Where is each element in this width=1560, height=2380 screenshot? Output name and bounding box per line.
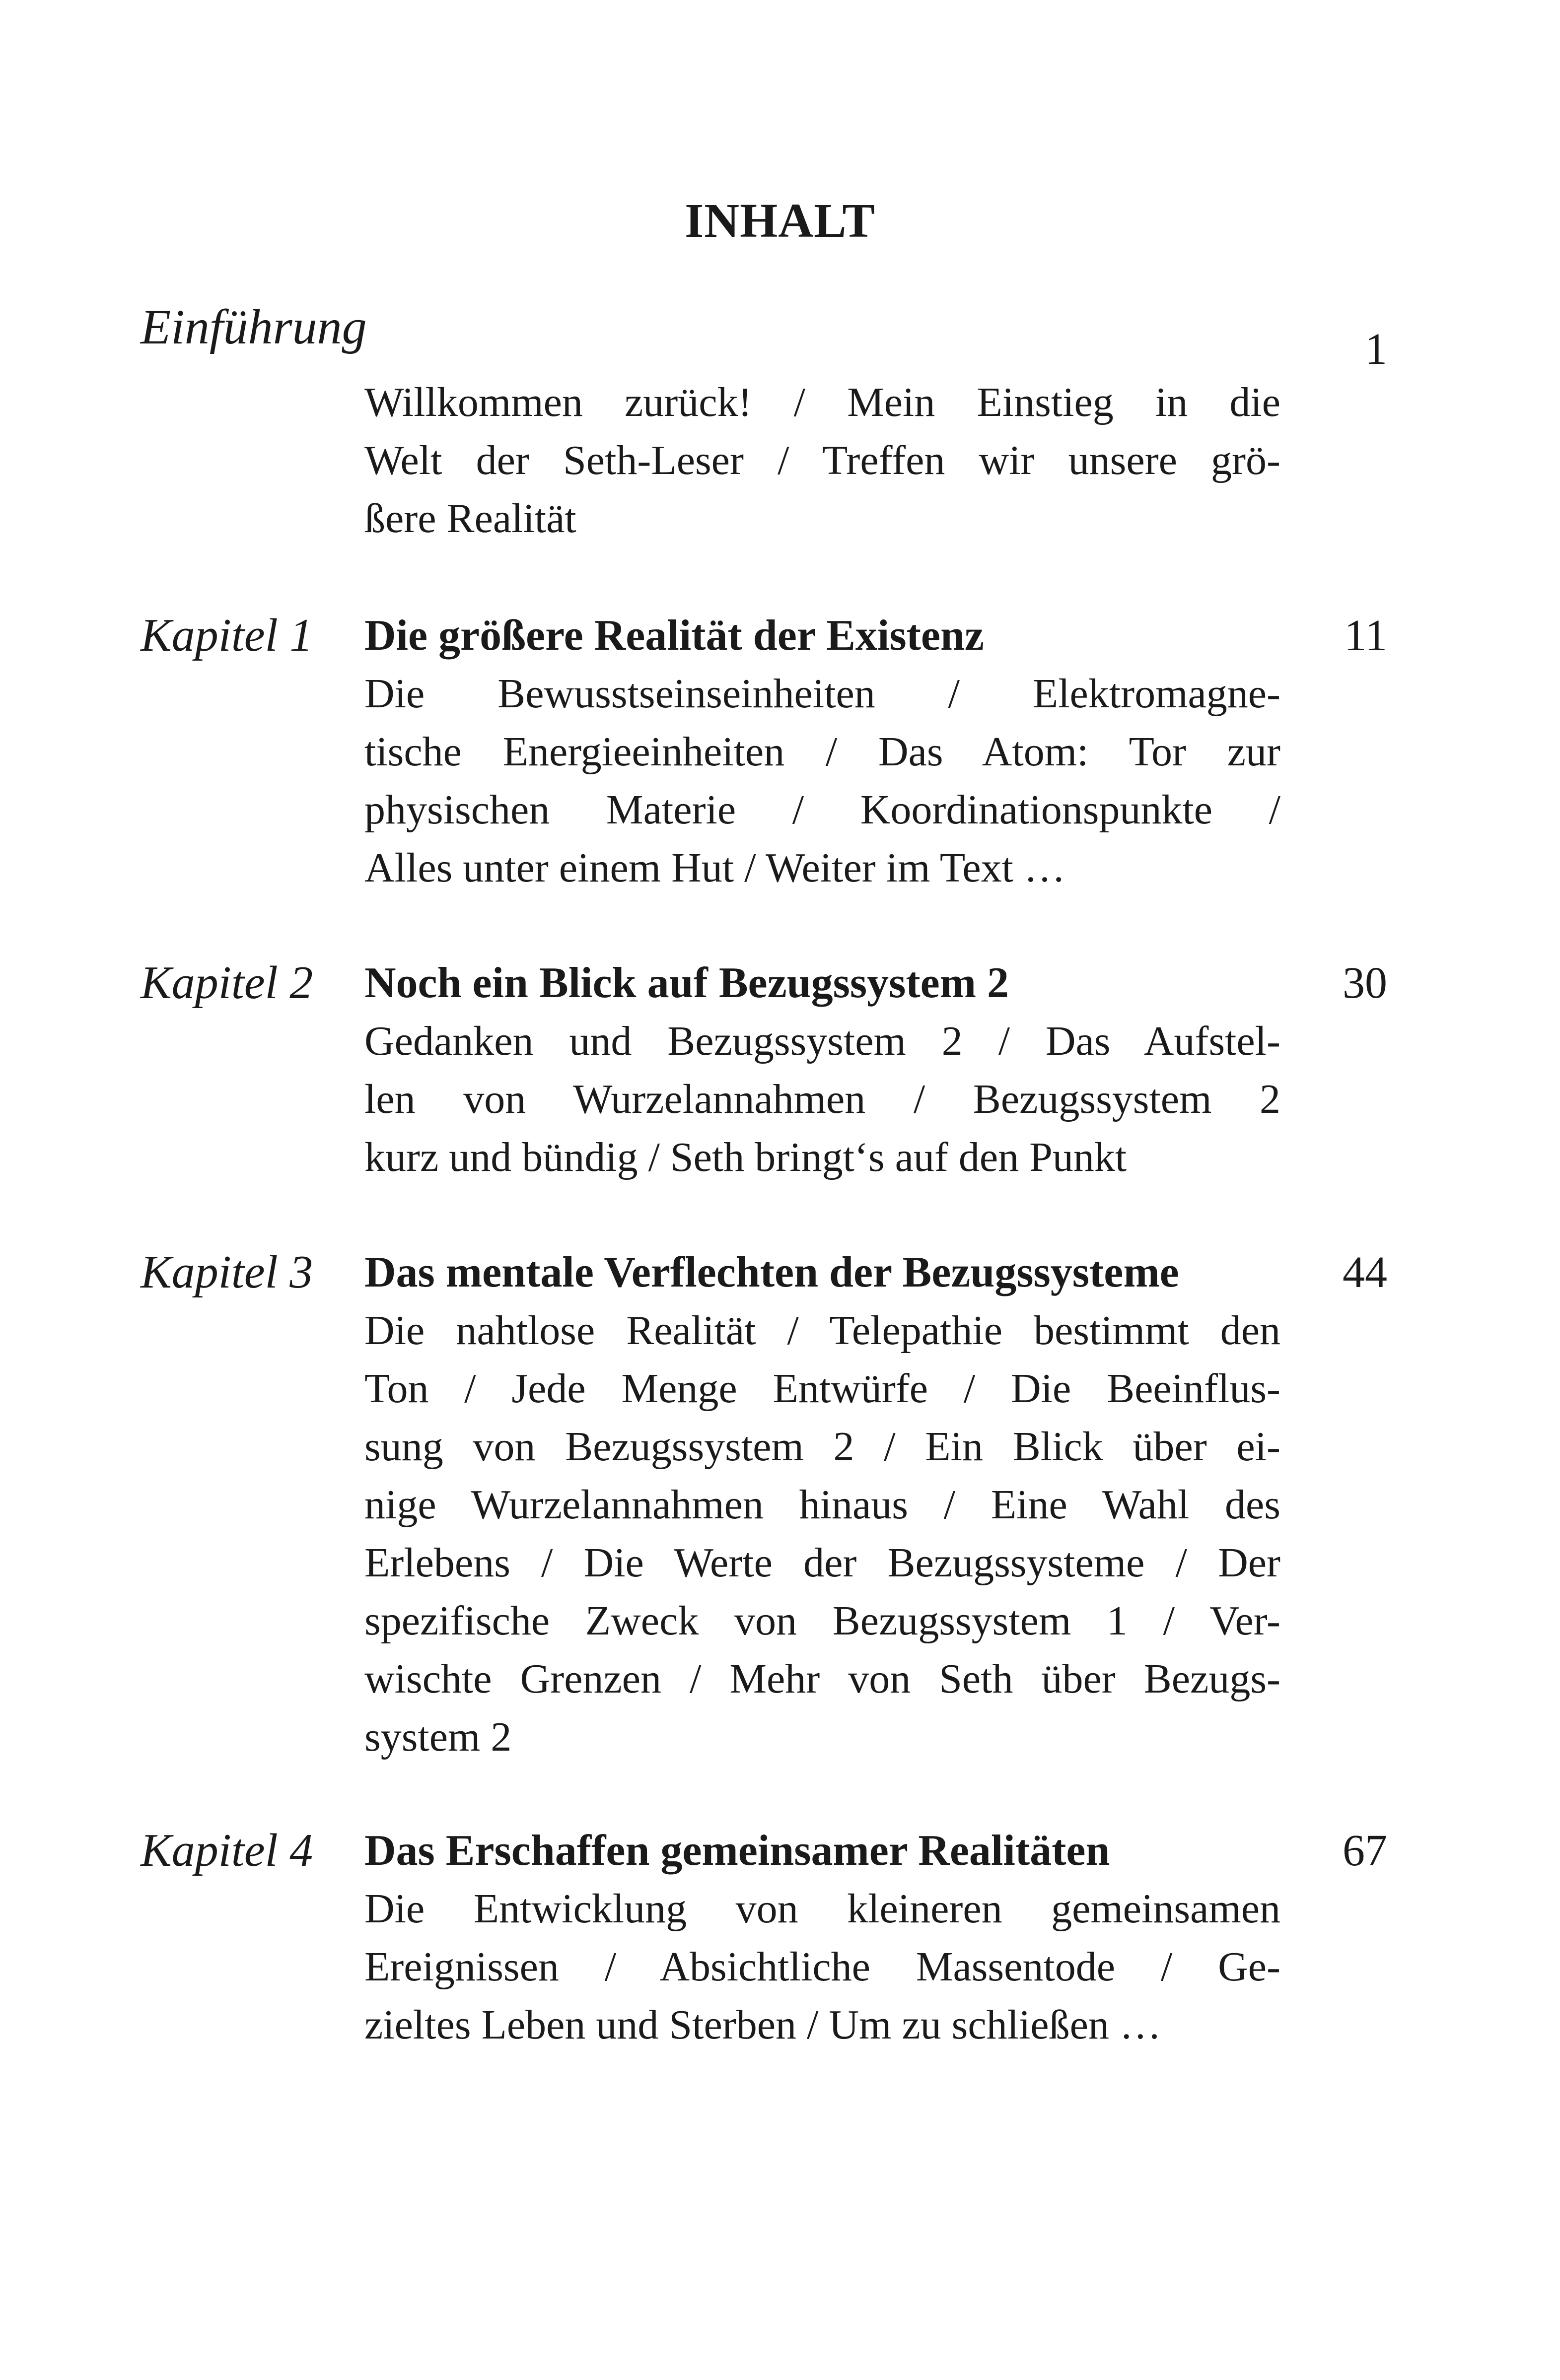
chapter-description <box>364 1012 1280 1186</box>
description-line: wischte Grenzen / Mehr von Seth über Bezugs- <box>364 1656 1280 1702</box>
description-line: Ton / Jede Menge Entwürfe / Die Beeinflus- <box>364 1365 1280 1412</box>
introduction-description <box>364 373 1280 547</box>
chapter-page-number: 30 <box>1343 958 1387 1008</box>
chapter-page-number: 11 <box>1344 611 1387 660</box>
description-line: tische Energieeinheiten / Das Atom: Tor zur <box>364 729 1280 775</box>
introduction-label: Einführung <box>141 299 367 354</box>
chapter-title: Die größere Realität der Existenz <box>364 612 984 660</box>
chapter-page-number: 67 <box>1343 1826 1387 1875</box>
chapter-description <box>364 1301 1280 1766</box>
description-line: Ereignissen / Absichtliche Massentode / Ge- <box>364 1944 1280 1990</box>
description-line: Die Bewusstseinseinheiten / Elektromagne- <box>364 671 1280 717</box>
chapter-label: Kapitel 1 <box>141 610 313 661</box>
chapter-title: Das mentale Verflechten der Bezugssysteme <box>364 1248 1179 1296</box>
description-line: sung von Bezugssystem 2 / Ein Blick über ei- <box>364 1424 1280 1470</box>
chapter-title: Das Erschaffen gemeinsamer Realitäten <box>364 1827 1110 1875</box>
chapter-description <box>364 1880 1280 2054</box>
chapter-label: Kapitel 4 <box>141 1825 313 1876</box>
description-line: Erlebens / Die Werte der Bezugssysteme / Der <box>364 1540 1280 1586</box>
chapter-page-number: 44 <box>1343 1248 1387 1297</box>
chapter-description <box>364 665 1280 897</box>
description-line: Die nahtlose Realität / Telepathie bestimmt den <box>364 1307 1280 1354</box>
description-line: zieltes Leben und Sterben / Um zu schließen … <box>364 2002 1161 2048</box>
chapter-title: Noch ein Blick auf Bezugssystem 2 <box>364 959 1009 1007</box>
description-line: Welt der Seth-Leser / Treffen wir unsere grö- <box>364 437 1280 483</box>
description-line: system 2 <box>364 1714 512 1760</box>
description-line: kurz und bündig / Seth bringt‘s auf den Punkt <box>364 1134 1127 1180</box>
page-title: INHALT <box>685 194 875 248</box>
description-line: physischen Materie / Koordinationspunkte / <box>364 787 1280 833</box>
chapter-label: Kapitel 2 <box>141 957 313 1009</box>
description-line: nige Wurzelannahmen hinaus / Eine Wahl des <box>364 1482 1280 1528</box>
description-line: Alles unter einem Hut / Weiter im Text … <box>364 845 1065 891</box>
description-line: Die Entwicklung von kleineren gemeinsamen <box>364 1886 1280 1932</box>
description-line: spezifische Zweck von Bezugssystem 1 / Ver- <box>364 1598 1280 1644</box>
description-line: len von Wurzelannahmen / Bezugssystem 2 <box>364 1076 1280 1122</box>
description-line: Gedanken und Bezugssystem 2 / Das Aufstel- <box>364 1018 1280 1064</box>
chapter-label: Kapitel 3 <box>141 1246 313 1298</box>
introduction-page-number: 1 <box>1365 325 1387 374</box>
description-line: ßere Realität <box>364 495 576 542</box>
description-line: Willkommen zurück! / Mein Einstieg in die <box>364 379 1280 425</box>
